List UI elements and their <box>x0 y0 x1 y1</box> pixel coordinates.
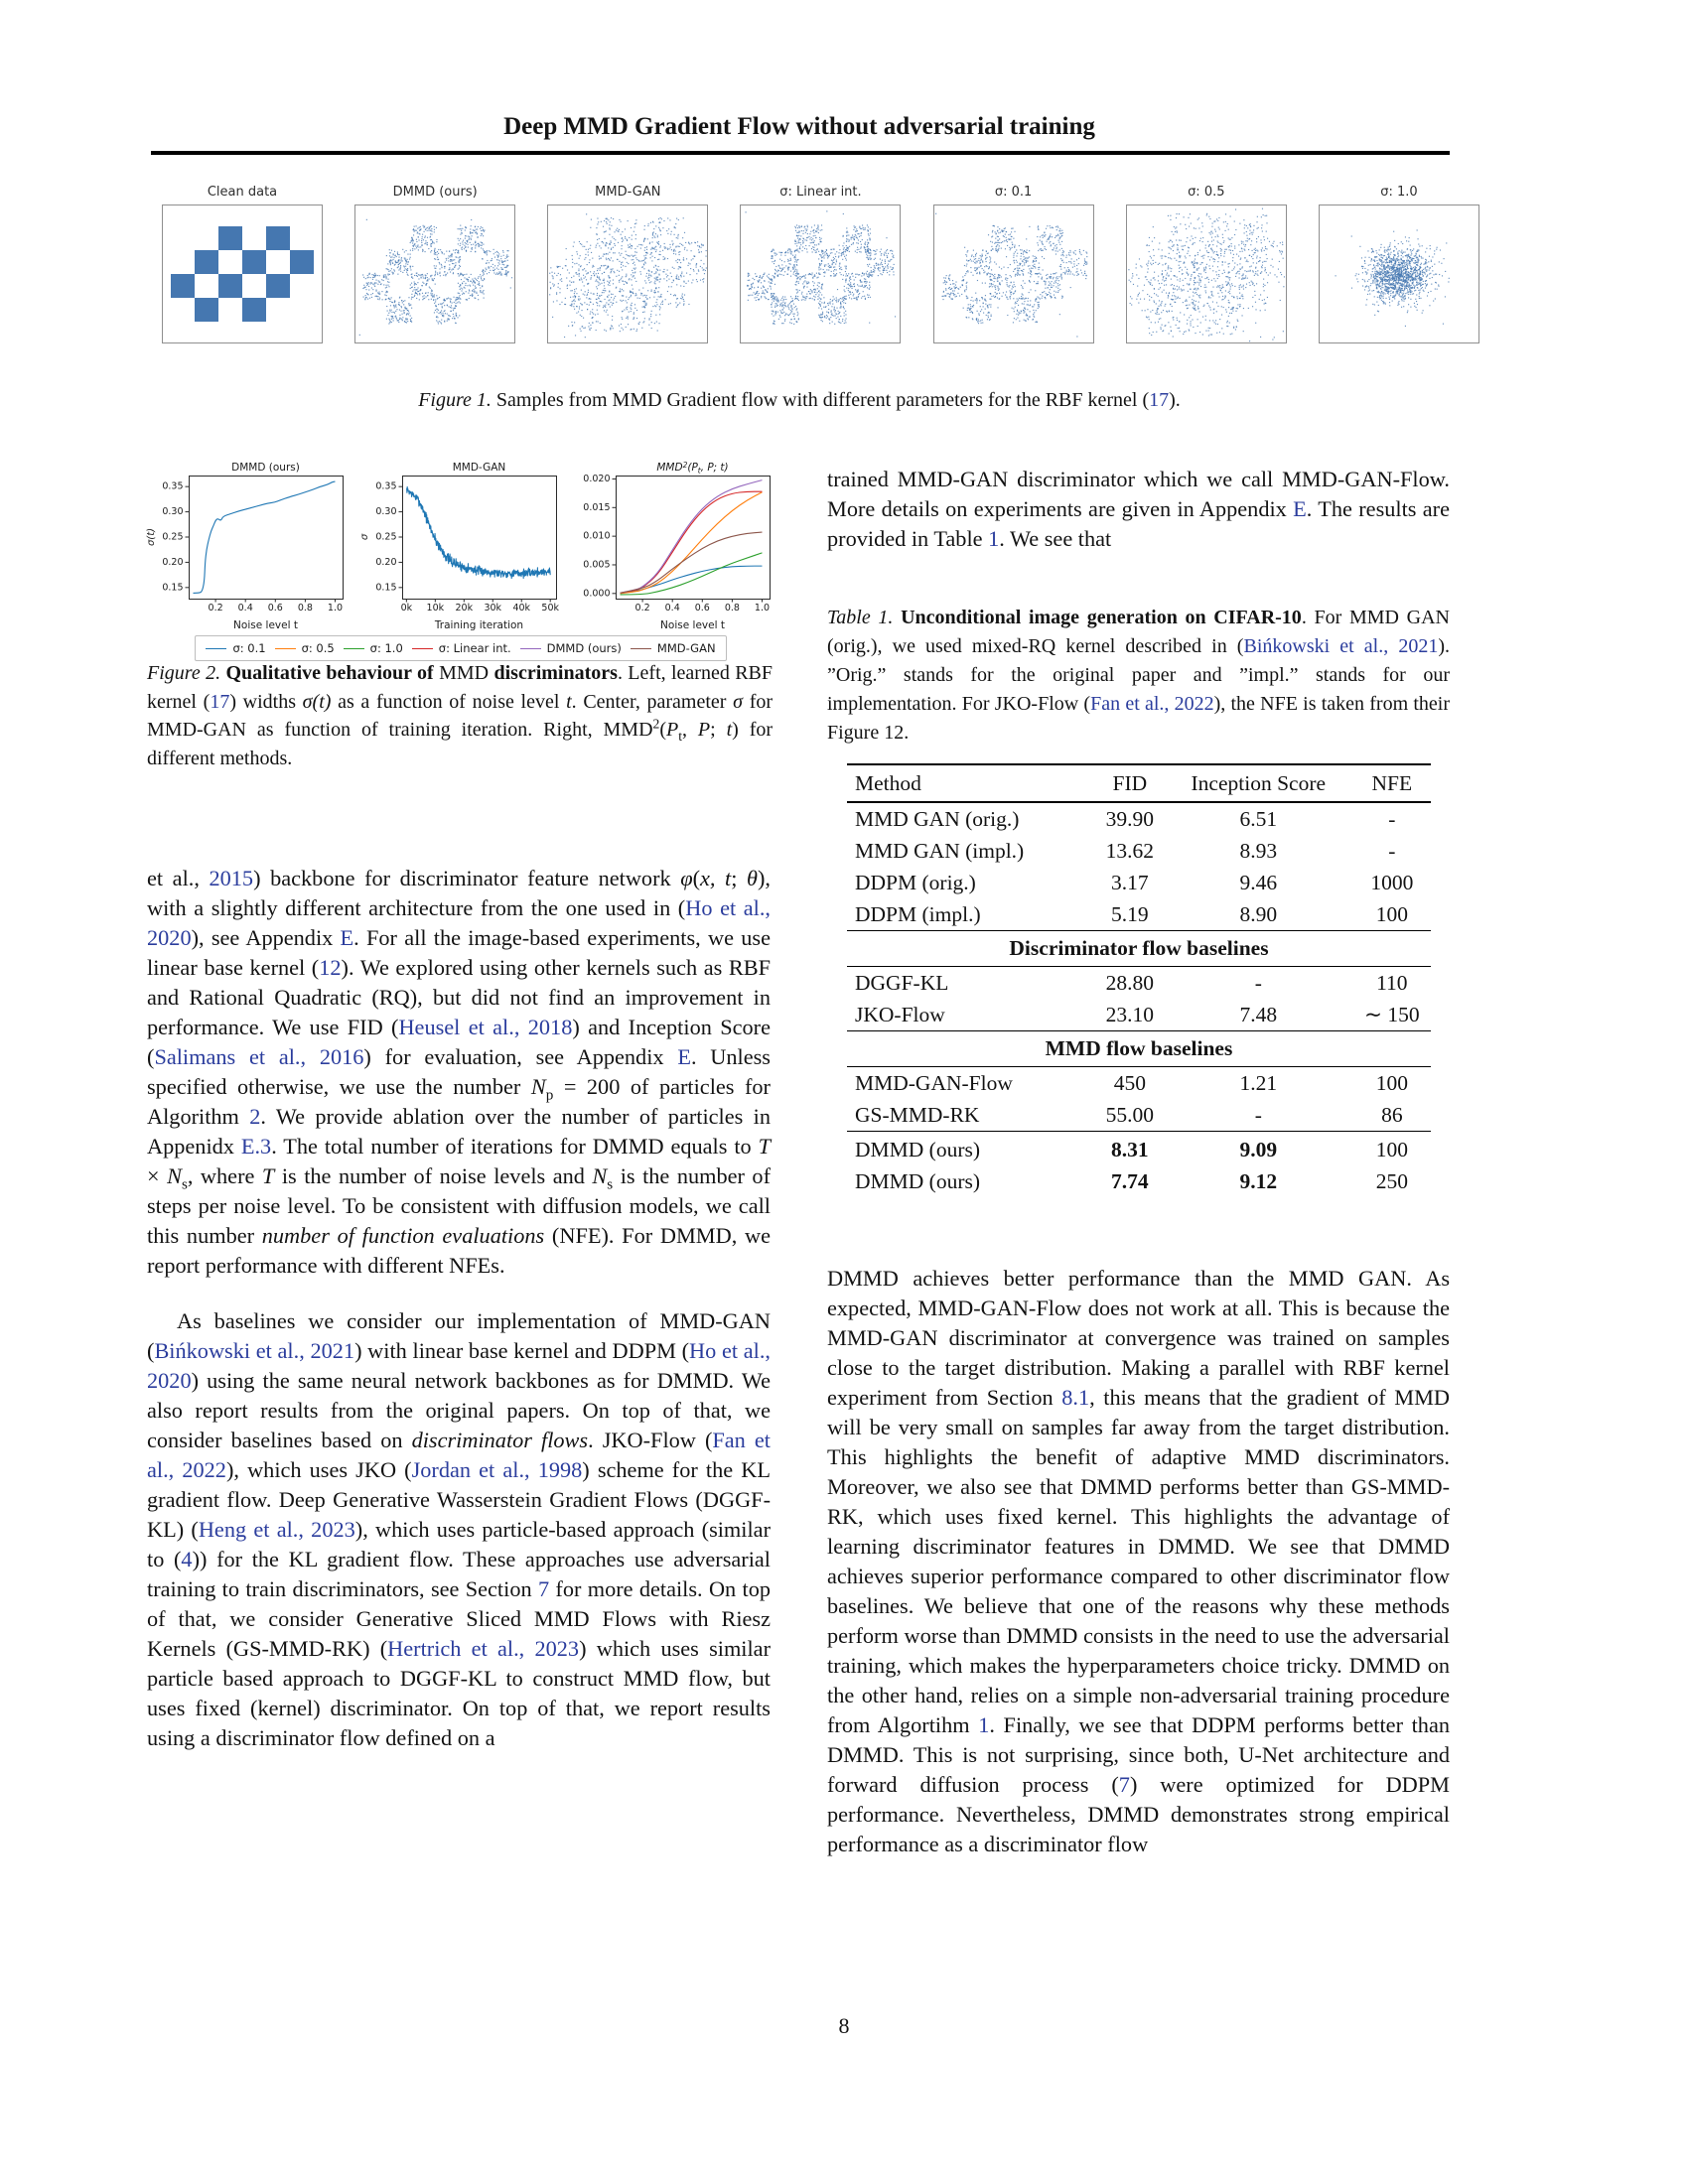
panel-title: Clean data <box>207 185 278 200</box>
panel-canvas <box>354 205 515 343</box>
legend-item <box>275 641 335 655</box>
table-cell: 9.46 <box>1239 870 1278 894</box>
table-row <box>847 1099 1431 1132</box>
panel-title: σ: 0.1 <box>994 185 1033 200</box>
text-segment: . The results are provided in Table <box>827 496 1450 551</box>
citation-link[interactable]: Hertrich et al., 2023 <box>387 1636 580 1661</box>
citation-link[interactable]: 1 <box>978 1711 990 1737</box>
legend-label: DMMD (ours) <box>546 641 622 655</box>
panel-canvas <box>162 205 323 343</box>
legend-line-swatch <box>206 648 226 649</box>
citation-link[interactable]: 2015 <box>209 866 254 890</box>
legend-label: σ: 1.0 <box>369 641 403 655</box>
table-row <box>847 867 1431 898</box>
table-cell: 100 <box>1375 1070 1408 1095</box>
text-segment: ; <box>710 719 727 742</box>
text-segment: . JKO-Flow ( <box>588 1428 713 1452</box>
text-segment: ). ”Orig.” stands for the original paper and ”impl.” stands for our implementation. For JKO-Flow ( <box>827 635 1451 715</box>
text-segment: N <box>530 1074 546 1099</box>
table-row <box>847 1067 1431 1100</box>
table-cell: 13.62 <box>1105 838 1155 863</box>
table-cell: 23.10 <box>1105 1002 1155 1026</box>
table-row <box>847 898 1431 931</box>
text-segment: number of function evaluations <box>261 1223 545 1248</box>
table-cell: 6.51 <box>1239 806 1278 831</box>
citation-link[interactable]: 2 <box>249 1104 261 1129</box>
citation-link[interactable]: 4 <box>181 1547 193 1571</box>
text-segment: As baselines we consider our implementation of MMD-GAN ( <box>147 1308 771 1363</box>
table-section-row <box>847 1031 1431 1067</box>
figure1-panel <box>354 185 515 343</box>
text-segment: )) for the KL gradient flow. These approaches use adversarial training to train discriminators, see Section <box>147 1547 772 1601</box>
figure1-panel <box>547 185 708 343</box>
citation-link[interactable]: Bińkowski et al., 2021 <box>1243 635 1439 657</box>
text-segment: ) widths <box>229 690 303 713</box>
text-segment: , <box>682 719 698 742</box>
body-paragraph <box>147 1306 771 1753</box>
citation-link[interactable]: E <box>1293 496 1307 521</box>
table-cell: GS-MMD-RK <box>855 1102 980 1127</box>
text-segment: ) which uses similar particle based approach to DGGF-KL to construct MMD flow, but uses fixed (kernel) discriminator. On top of that, we report results using a discriminator flow defined on a <box>147 1636 771 1750</box>
body-paragraph <box>827 1264 1450 1859</box>
text-segment: ) scheme for the KL gradient flow. Deep Generative Wasserstein Gradient Flows (DGGF-KL) ( <box>147 1457 771 1542</box>
citation-link[interactable]: 7 <box>1118 1771 1130 1797</box>
table-cell: 8.93 <box>1239 838 1278 863</box>
figure1 <box>162 185 1479 343</box>
text-segment: T <box>758 1134 771 1159</box>
text-segment: discriminators <box>493 662 618 684</box>
figure1-panel <box>162 185 323 343</box>
table-cell: 1000 <box>1370 870 1414 894</box>
figure1-panel <box>740 185 901 343</box>
text-segment: N <box>167 1163 182 1188</box>
text-segment: p <box>545 1086 554 1104</box>
table-cell: - <box>1254 1102 1262 1127</box>
table-cell: JKO-Flow <box>855 1002 945 1026</box>
text-segment: . We see that <box>999 526 1112 551</box>
table-cell: DMMD (ours) <box>855 1169 981 1193</box>
header-rule <box>151 151 1450 155</box>
text-segment: Figure 1. <box>418 389 492 411</box>
table-cell: 5.19 <box>1111 901 1149 926</box>
table-row <box>847 1166 1431 1198</box>
panel-title: σ: 1.0 <box>1380 185 1418 200</box>
table-cell: 250 <box>1375 1169 1408 1193</box>
legend-line-swatch <box>631 648 651 649</box>
table-header-row <box>847 764 1431 802</box>
table1-wrap <box>847 763 1431 1198</box>
legend-line-swatch <box>275 648 296 649</box>
table-header-cell: Inception Score <box>1164 764 1353 802</box>
table-cell: DMMD (ours) <box>847 1132 1096 1166</box>
legend-line-swatch <box>344 648 364 649</box>
text-segment: ). We explored using other kernels such as RBF and Rational Quadratic (RQ), but did not find an improvement in performance. We use FID ( <box>147 955 771 1039</box>
figure1-panel <box>933 185 1094 343</box>
text-segment: et al., <box>147 866 210 890</box>
panel-title: σ: 0.5 <box>1188 185 1225 200</box>
text-segment: t <box>726 719 733 742</box>
table-header-cell: NFE <box>1353 764 1431 802</box>
panel-canvas <box>933 205 1094 343</box>
table-row <box>847 999 1431 1031</box>
citation-link[interactable]: 8.1 <box>1061 1384 1090 1410</box>
text-segment: s <box>607 1175 614 1193</box>
table-row <box>847 967 1431 1000</box>
table-cell: 100 <box>1375 901 1408 926</box>
text-segment: . For MMD GAN (orig.), we used mixed-RQ kernel described in ( <box>827 607 1450 657</box>
text-segment: . Center, parameter <box>571 690 734 713</box>
figure2 <box>145 459 776 661</box>
table-cell: 450 <box>1113 1070 1146 1095</box>
text-segment: . For all the image-based experiments, we use linear base kernel ( <box>147 925 771 980</box>
table1-results <box>847 763 1431 1198</box>
text-segment: MMD <box>433 662 494 684</box>
legend-item <box>631 641 716 655</box>
figure2-chart-mmdgan-sigma <box>358 459 563 631</box>
paper-running-title: Deep MMD Gradient Flow without adversarial training <box>503 113 1095 140</box>
text-segment: Table 1. <box>827 607 894 628</box>
citation-link[interactable]: Fan et al., 2022 <box>1090 693 1214 715</box>
citation-link[interactable]: Ho et al., 2020 <box>147 895 771 950</box>
table-section-title: MMD flow baselines <box>847 1031 1431 1067</box>
text-segment: trained MMD-GAN discriminator which we call MMD-GAN-Flow. More details on experiments are given in Appendix <box>827 467 1450 521</box>
text-segment: σ(t) <box>302 690 332 713</box>
text-segment: Samples from MMD Gradient flow with different parameters for the RBF kernel ( <box>491 389 1150 411</box>
legend-row <box>206 641 715 655</box>
table-cell: 8.90 <box>1239 901 1278 926</box>
text-segment: θ <box>747 866 758 890</box>
text-segment: . We provide ablation over the number of particles in Appenidx <box>147 1104 771 1159</box>
text-segment: as a function of noise level <box>331 690 567 713</box>
text-segment: , where <box>187 1163 262 1188</box>
text-segment: Figure 2. <box>147 662 221 684</box>
table-cell: 110 <box>1376 970 1408 995</box>
table-cell: ∼ 150 <box>1364 1002 1420 1026</box>
panel-canvas <box>1126 205 1287 343</box>
text-segment: ), see Appendix <box>191 925 341 950</box>
text-segment: is the number of noise levels and <box>274 1163 593 1188</box>
table1-caption <box>827 604 1450 748</box>
table-cell: 7.74 <box>1111 1169 1149 1193</box>
text-segment: ) for evaluation, see Appendix <box>363 1044 678 1069</box>
citation-link[interactable]: Fan et al., 2022 <box>147 1428 771 1482</box>
citation-link[interactable]: 12 <box>319 955 342 980</box>
text-segment: × <box>147 1163 168 1188</box>
table-row <box>847 1132 1431 1166</box>
figure2-chart-mmd2 <box>572 459 776 631</box>
text-segment: s <box>181 1175 188 1193</box>
text-segment: ), which uses JKO ( <box>225 1457 412 1482</box>
text-segment: 2 <box>652 716 660 732</box>
legend-label: σ: Linear int. <box>438 641 511 655</box>
legend-item <box>412 641 511 655</box>
legend-label: σ: 0.1 <box>232 641 266 655</box>
panel-canvas <box>547 205 708 343</box>
text-segment: ), with a slightly different architecture from the one used in ( <box>147 866 771 920</box>
citation-link[interactable]: Heng et al., 2023 <box>198 1517 355 1542</box>
table-cell: MMD GAN (impl.) <box>855 838 1025 863</box>
text-segment: = 200 of particles for Algorithm <box>147 1074 771 1129</box>
citation-link[interactable]: Heusel et al., 2018 <box>398 1015 573 1039</box>
legend-label: σ: 0.5 <box>301 641 335 655</box>
text-segment: , this means that the gradient of MMD will be very small on samples far away from the target distribution. This highlights the benefit of adaptive MMD discriminators. Moreover, we also see that DMMD performs better than GS-MMD-RK, which uses fixed kernel. This highlights the advantage of learning discriminator features in DMMD. We see that DMMD achieves superior performance compared to other discriminator flow baselines. We believe that one of the reasons why these methods perform worse than DMMD consists in the need to use the adversarial training, which makes the hyperparameters choice tricky. DMMD on the other hand, relies on a simple non-adversarial training procedure from Algortihm <box>827 1384 1450 1737</box>
figure2-caption <box>147 659 773 772</box>
citation-link[interactable]: Salimans et al., 2016 <box>154 1044 364 1069</box>
table-cell: MMD GAN (orig.) <box>855 806 1020 831</box>
text-segment: ; <box>731 866 748 890</box>
right-column <box>827 465 1450 1859</box>
text-segment: . Unless specified otherwise, we use the number <box>147 1044 771 1099</box>
figure2-legend <box>195 635 726 661</box>
table-cell: - <box>1388 806 1396 831</box>
figure2-plots <box>145 459 776 631</box>
text-segment: Qualitative behaviour of <box>225 662 434 684</box>
text-segment: for more details. On top of that, we consider Generative Sliced MMD Flows with Riesz Kernels (GS-MMD-RK) ( <box>147 1576 771 1661</box>
table-header-cell: Method <box>847 764 1096 802</box>
figure1-panel <box>1319 185 1479 343</box>
text-segment: ). <box>1169 389 1181 411</box>
table-cell: 8.31 <box>1096 1132 1164 1166</box>
citation-link[interactable]: Bińkowski et al., 2021 <box>154 1338 355 1363</box>
text-segment: ) and Inception Score ( <box>147 1015 771 1069</box>
body-paragraph <box>147 864 771 1281</box>
table-cell: 7.48 <box>1239 1002 1278 1026</box>
text-segment: . The total number of iterations for DMMD equals to <box>271 1134 759 1159</box>
text-segment: t <box>678 729 682 745</box>
text-segment: ), the NFE is taken from their Figure 12. <box>827 693 1450 744</box>
citation-link[interactable]: 17 <box>210 690 230 713</box>
text-segment: discriminator flows <box>411 1428 589 1452</box>
panel-title: MMD-GAN <box>595 185 661 200</box>
text-segment: is the number of steps per noise level. To be consistent with diffusion models, we call this number <box>147 1163 772 1248</box>
text-segment: for MMD-GAN as function of training iteration. Right, MMD <box>147 690 774 742</box>
panel-canvas <box>740 205 901 343</box>
body-paragraph <box>827 465 1450 554</box>
text-segment: ( <box>692 866 701 890</box>
table-cell: 100 <box>1353 1132 1431 1166</box>
text-segment: ) backbone for discriminator feature network <box>253 866 681 890</box>
table-section-title: Discriminator flow baselines <box>847 931 1431 967</box>
table-cell: - <box>1254 970 1262 995</box>
table-cell: 86 <box>1381 1102 1403 1127</box>
figure1-panel <box>1126 185 1287 343</box>
legend-item <box>344 641 403 655</box>
legend-label: MMD-GAN <box>656 641 716 655</box>
table-cell: 3.17 <box>1111 870 1149 894</box>
citation-link[interactable]: Ho et al., 2020 <box>147 1338 771 1393</box>
citation-link[interactable]: 7 <box>537 1576 550 1601</box>
table-cell: 9.12 <box>1239 1169 1278 1193</box>
legend-line-swatch <box>520 648 541 649</box>
figure1-caption <box>149 389 1450 412</box>
text-segment: φ <box>680 866 693 890</box>
legend-line-swatch <box>412 648 433 649</box>
table-cell: DDPM (orig.) <box>855 870 976 894</box>
text-segment: ( <box>659 719 666 742</box>
text-segment: ) with linear base kernel and DDPM ( <box>354 1338 690 1363</box>
table-cell: DGGF-KL <box>855 970 949 995</box>
table-header-cell: FID <box>1096 764 1164 802</box>
panel-title: DMMD (ours) <box>392 185 478 200</box>
text-segment: T <box>261 1163 275 1188</box>
citation-link[interactable]: E <box>677 1044 691 1069</box>
table-cell: 39.90 <box>1105 806 1155 831</box>
text-segment: t <box>566 690 572 713</box>
text-segment: Unconditional image generation on CIFAR-10 <box>901 607 1302 628</box>
table-section-row <box>847 931 1431 967</box>
table-cell: DDPM (impl.) <box>855 901 981 926</box>
table-cell: 28.80 <box>1105 970 1155 995</box>
table-cell: 9.09 <box>1164 1132 1353 1166</box>
left-column <box>147 864 771 1753</box>
page-number: 8 <box>838 2013 850 2038</box>
text-segment: σ <box>733 690 744 713</box>
text-segment: . Left, learned RBF kernel ( <box>147 662 774 713</box>
legend-item <box>520 641 622 655</box>
citation-link[interactable]: 17 <box>1149 389 1170 411</box>
table-cell: - <box>1388 838 1396 863</box>
table-cell: 55.00 <box>1105 1102 1155 1127</box>
text-segment: P <box>697 719 711 742</box>
text-segment: ), which uses particle-based approach (similar to ( <box>147 1517 771 1571</box>
citation-link[interactable]: 1 <box>988 526 1000 551</box>
text-segment: x, t <box>700 866 732 890</box>
citation-link[interactable]: Jordan et al., 1998 <box>411 1457 583 1482</box>
legend-item <box>206 641 265 655</box>
text-segment: N <box>592 1163 608 1188</box>
figure2-chart-dmmd-sigma <box>145 459 350 631</box>
panel-canvas <box>1319 205 1479 343</box>
text-segment <box>893 607 901 628</box>
text-segment: ) were optimized for DDPM performance. Nevertheless, DMMD demonstrates strong empirical performance as a discriminator flow <box>827 1771 1451 1856</box>
text-segment: ) for different methods. <box>147 719 774 769</box>
text-segment: DMMD achieves better performance than the MMD GAN. As expected, MMD-GAN-Flow does not work at all. This is because the MMD-GAN discriminator at convergence was trained on samples close to the target distribution. Making a parallel with RBF kernel experiment from Section <box>827 1265 1450 1410</box>
text-segment: ) using the same neural network backbones as for DMMD. We also report results from the original papers. On top of that, we consider baselines based on <box>147 1368 771 1452</box>
table-row <box>847 802 1431 835</box>
panel-title: σ: Linear int. <box>779 185 862 200</box>
citation-link[interactable]: E <box>340 925 354 950</box>
citation-link[interactable]: E.3 <box>240 1134 272 1159</box>
text-segment: . Finally, we see that DDPM performs better than DMMD. This is not surprising, since both, U-Net architecture and forward diffusion process ( <box>827 1711 1450 1797</box>
table-cell: 1.21 <box>1239 1070 1278 1095</box>
text-segment: P <box>666 719 679 742</box>
text-segment: (NFE). For DMMD, we report performance with different NFEs. <box>147 1223 771 1278</box>
table-row <box>847 835 1431 867</box>
table-cell: MMD-GAN-Flow <box>855 1070 1013 1095</box>
